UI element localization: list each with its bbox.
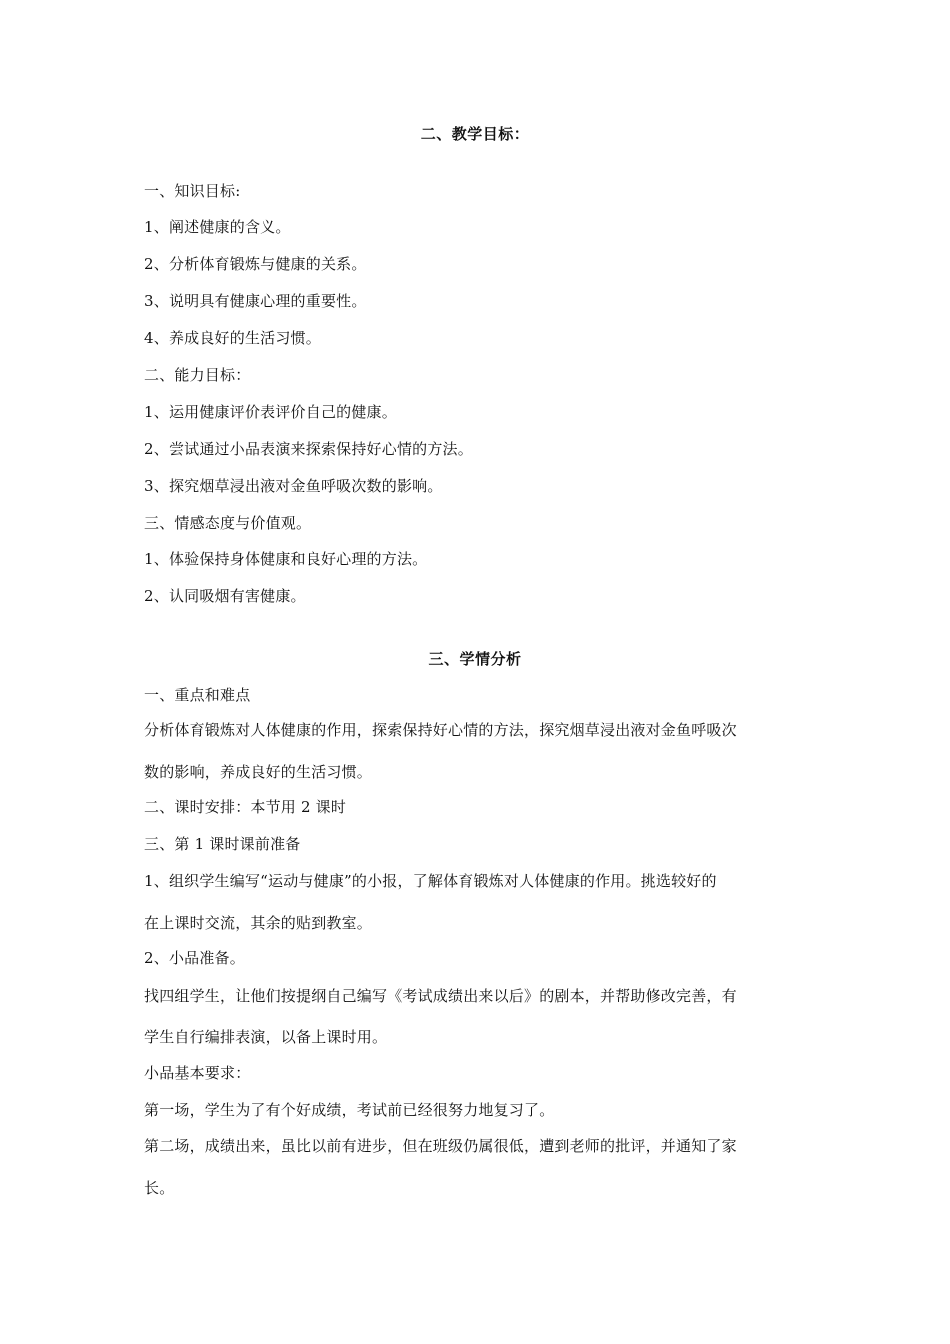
text-line: 1、运用健康评价表评价自己的健康。 xyxy=(144,403,397,421)
text-line: 分析体育锻炼对人体健康的作用，探索保持好心情的方法，探究烟草浸出液对金鱼呼吸次 xyxy=(144,721,737,739)
text-line: 数的影响，养成良好的生活习惯。 xyxy=(144,763,373,781)
text-line: 找四组学生，让他们按提纲自己编写《考试成绩出来以后》的剧本，并帮助修改完善，有 xyxy=(144,987,737,1005)
text-line: 三、情感态度与价值观。 xyxy=(144,514,312,532)
text-line: 4、养成良好的生活习惯。 xyxy=(144,329,321,347)
text-line: 2、认同吸烟有害健康。 xyxy=(144,587,306,605)
text-line: 3、说明具有健康心理的重要性。 xyxy=(144,292,367,310)
text-line: 一、重点和难点 xyxy=(144,686,251,704)
text-line: 在上课时交流，其余的贴到教室。 xyxy=(144,914,373,932)
text-line: 长。 xyxy=(144,1179,175,1197)
text-line: 第一场，学生为了有个好成绩，考试前已经很努力地复习了。 xyxy=(144,1101,555,1119)
text-line: 二、课时安排：本节用 2 课时 xyxy=(144,798,347,816)
text-line: 3、探究烟草浸出液对金鱼呼吸次数的影响。 xyxy=(144,477,443,495)
text-line: 三、第 1 课时课前准备 xyxy=(144,835,301,853)
text-line: 小品基本要求： xyxy=(144,1064,251,1082)
text-line: 一、知识目标: xyxy=(144,182,241,200)
text-line: 第二场，成绩出来，虽比以前有进步，但在班级仍属很低，遭到老师的批评，并通知了家 xyxy=(144,1137,737,1155)
text-line: 学生自行编排表演，以备上课时用。 xyxy=(144,1028,388,1046)
text-line: 1、组织学生编写“运动与健康”的小报，了解体育锻炼对人体健康的作用。挑选较好的 xyxy=(144,872,717,890)
section-heading-teaching-goals: 二、教学目标： xyxy=(420,125,530,143)
text-line: 1、阐述健康的含义。 xyxy=(144,218,291,236)
text-line: 二、能力目标： xyxy=(144,366,251,384)
text-line: 1、体验保持身体健康和良好心理的方法。 xyxy=(144,550,428,568)
text-line: 2、分析体育锻炼与健康的关系。 xyxy=(144,255,367,273)
text-line: 2、小品准备。 xyxy=(144,949,245,967)
text-line: 2、尝试通过小品表演来探索保持好心情的方法。 xyxy=(144,440,473,458)
section-heading-learning-analysis: 三、学情分析 xyxy=(428,650,522,668)
